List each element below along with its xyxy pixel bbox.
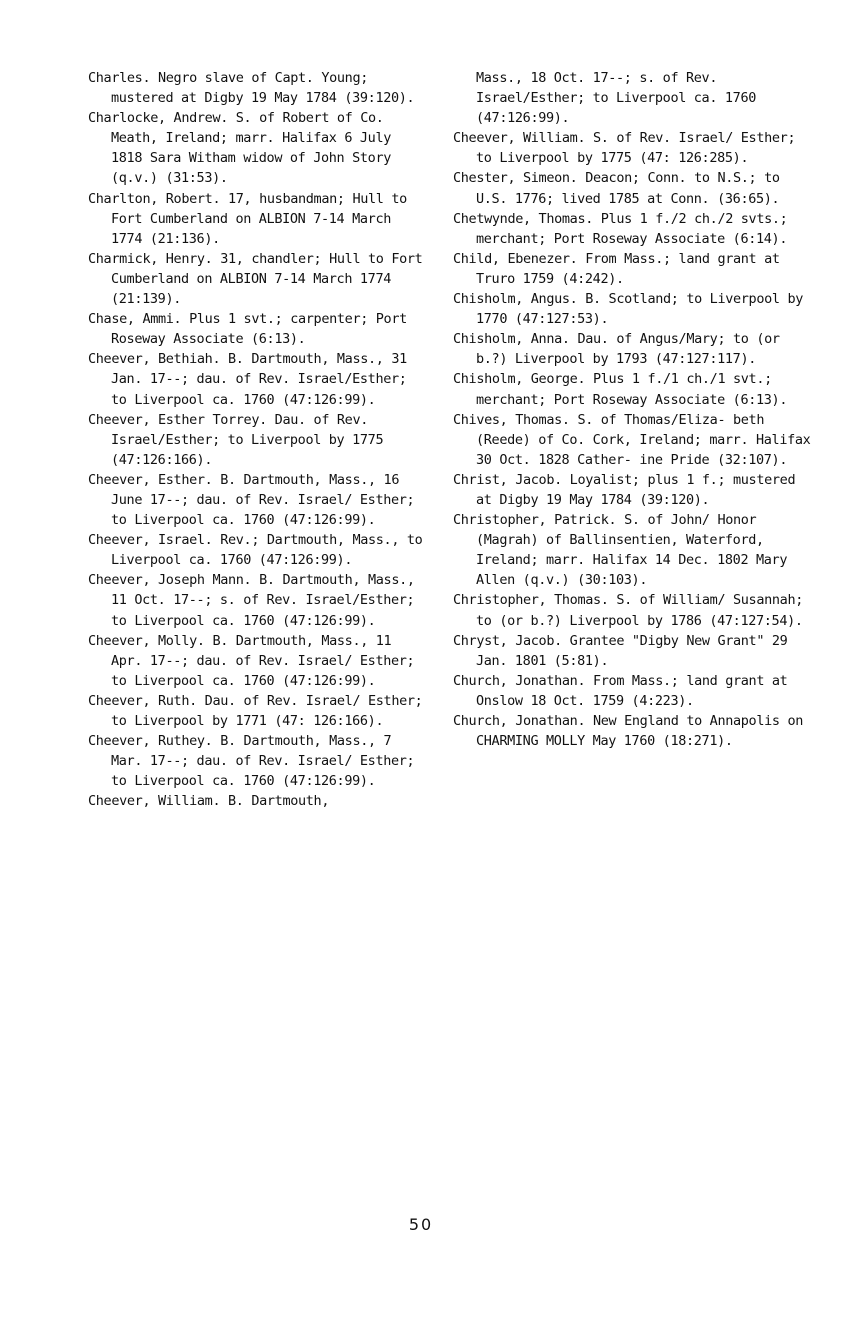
entry-charlocke-andrew: Charlocke, Andrew. S. of Robert of Co. Meath, Ireland; marr. Halifax 6 July 1818 Sara Witham widow of John Story (q.v.) (31:53). <box>88 110 399 187</box>
entry-cheever-ruthey: Cheever, Ruthey. B. Dartmouth, Mass., 7 Mar. 17--; dau. of Rev. Israel/ Esther; to Liverpool ca. 1760 (47:126:99). <box>88 733 423 790</box>
entry-church-jonathan-onslow: Church, Jonathan. From Mass.; land grant at Onslow 18 Oct. 1759 (4:223). <box>453 672 796 709</box>
entry-cheever-israel: Cheever, Israel. Rev.; Dartmouth, Mass., to Liverpool ca. 1760 (47:126:99). <box>88 532 431 569</box>
entry-christopher-patrick: Christopher, Patrick. S. of John/ Honor (Magrah) of Ballinsentien, Waterford, Ireland; marr. Halifax 14 Dec. 1802 Mary Allen (q.v.) (30:103). <box>453 512 795 589</box>
entry-chryst-jacob: Chryst, Jacob. Grantee "Digby New Grant" 29 Jan. 1801 (5:81). <box>453 632 796 669</box>
entry-cheever-esther-torrey: Cheever, Esther Torrey. Dau. of Rev. Israel/Esther; to Liverpool by 1775 (47:126:166). <box>88 411 392 468</box>
entry-chives-thomas: Chives, Thomas. S. of Thomas/Eliza- beth (Reede) of Co. Cork, Ireland; marr. Halifax 30 Oct. 1828 Cather- ine Pride (32:107). <box>453 411 819 468</box>
entry-cheever-william-start: Cheever, William. B. Dartmouth, <box>88 793 330 810</box>
entry-charmick-henry: Charmick, Henry. 31, chandler; Hull to Fort Cumberland on ALBION 7-14 March 1774 (21:139). <box>88 250 431 308</box>
entry-child-ebenezer: Child, Ebenezer. From Mass.; land grant at Truro 1759 (4:242). <box>453 250 788 287</box>
entry-charlton-robert: Charlton, Robert. 17, husbandman; Hull to Fort Cumberland on ALBION 7-14 March 1774 (21:136). <box>88 190 415 247</box>
entry-chisholm-george: Chisholm, George. Plus 1 f./1 ch./1 svt.; merchant; Port Roseway Associate (6:13). <box>453 371 788 408</box>
entry-charles: Charles. Negro slave of Capt. Young; mustered at Digby 19 May 1784 (39:120). <box>88 70 415 107</box>
entry-chase-ammi: Chase, Ammi. Plus 1 svt.; carpenter; Port Roseway Associate (6:13). <box>88 311 415 348</box>
entry-cheever-william: Cheever, William. S. of Rev. Israel/ Esther; to Liverpool by 1775 (47: 126:285). <box>453 130 803 167</box>
entry-christopher-thomas: Christopher, Thomas. S. of William/ Susannah; to (or b.?) Liverpool by 1786 (47:127:54). <box>453 592 811 629</box>
entry-cheever-bethiah: Cheever, Bethiah. B. Dartmouth, Mass., 31 Jan. 17--; dau. of Rev. Israel/Esther; to Liverpool ca. 1760 (47:126:99). <box>88 351 415 408</box>
entry-chetwynde-thomas: Chetwynde, Thomas. Plus 1 f./2 ch./2 svts.; merchant; Port Roseway Associate (6:14). <box>453 210 796 247</box>
entry-church-jonathan-annapolis: Church, Jonathan. New England to Annapolis on CHARMING MOLLY May 1760 (18:271). <box>453 713 811 750</box>
entry-cheever-joseph-mann: Cheever, Joseph Mann. B. Dartmouth, Mass., 11 Oct. 17--; s. of Rev. Israel/Esther; to Liverpool ca. 1760 (47:126:99). <box>88 572 423 629</box>
page-number: 50 <box>408 1215 434 1234</box>
entry-cheever-william-continued: Mass., 18 Oct. 17--; s. of Rev. Israel/Esther; to Liverpool ca. 1760 (47:126:99). <box>476 70 764 127</box>
entry-chester-simeon: Chester, Simeon. Deacon; Conn. to N.S.; to U.S. 1776; lived 1785 at Conn. (36:65). <box>453 170 788 207</box>
entry-cheever-esther: Cheever, Esther. B. Dartmouth, Mass., 16 June 17--; dau. of Rev. Israel/ Esther; to Liverpool ca. 1760 (47:126:99). <box>88 471 423 529</box>
entry-cheever-molly: Cheever, Molly. B. Dartmouth, Mass., 11 Apr. 17--; dau. of Rev. Israel/ Esther; to Liverpool ca. 1760 (47:126:99). <box>88 632 423 689</box>
entry-chisholm-angus: Chisholm, Angus. B. Scotland; to Liverpool by 1770 (47:127:53). <box>453 291 811 328</box>
left-column <box>88 68 431 811</box>
entry-christ-jacob: Christ, Jacob. Loyalist; plus 1 f.; mustered at Digby 19 May 1784 (39:120). <box>453 471 803 508</box>
right-column <box>453 68 819 751</box>
entry-cheever-ruth: Cheever, Ruth. Dau. of Rev. Israel/ Esther; to Liverpool by 1771 (47: 126:166). <box>88 692 431 729</box>
entry-chisholm-anna: Chisholm, Anna. Dau. of Angus/Mary; to (or b.?) Liverpool by 1793 (47:127:117). <box>453 331 788 368</box>
